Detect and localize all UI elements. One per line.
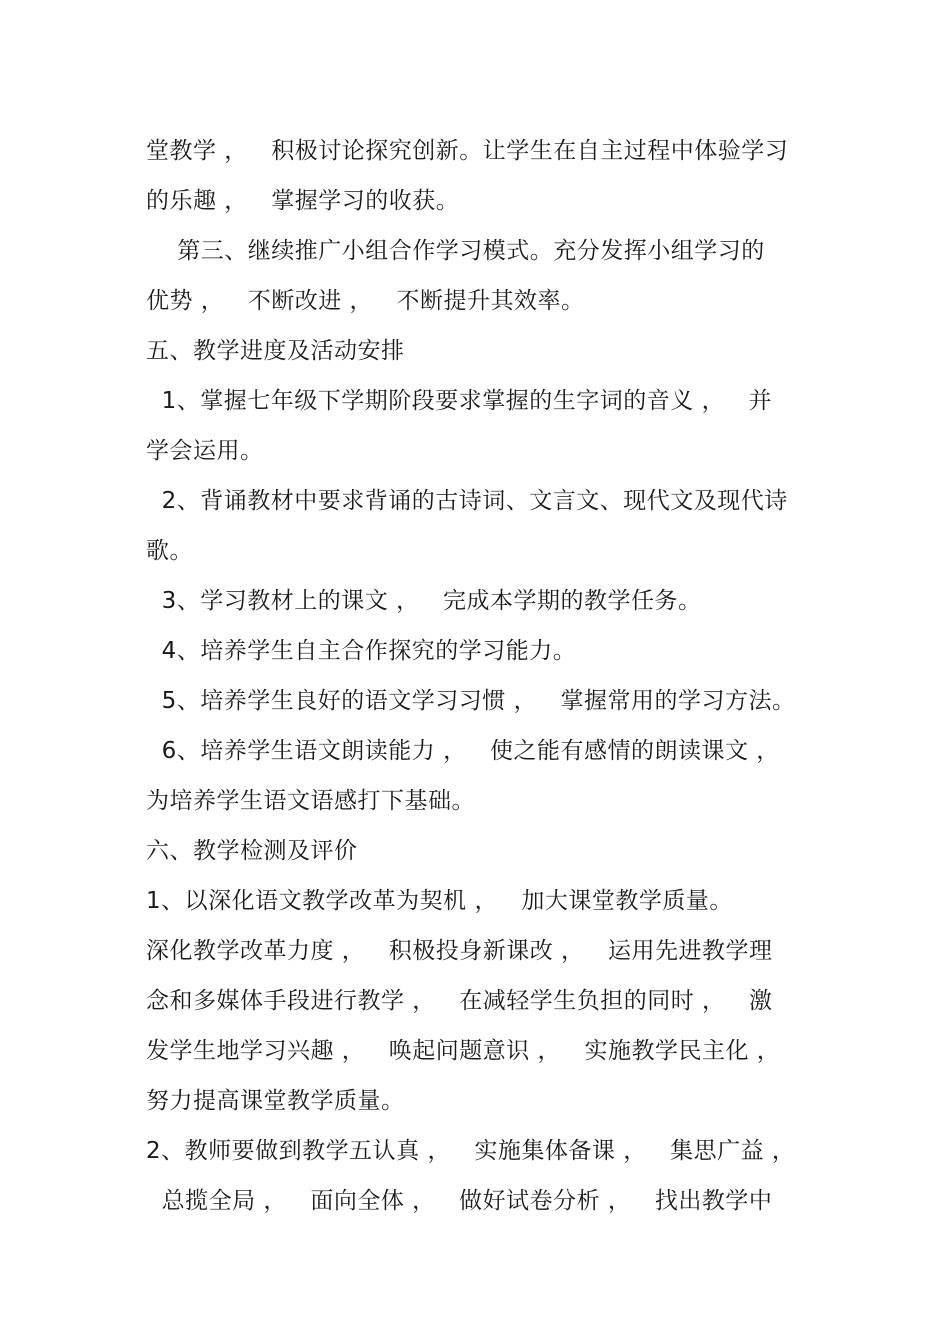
text-line: 总揽全局 ， 面向全体 ， 做好试卷分析 ， 找出教学中 (146, 1188, 773, 1214)
text-line: 学会运用。 (146, 438, 264, 464)
text-line: 2、教师要做到教学五认真 ， 实施集体备课 ， 集思广益 ， (146, 1138, 796, 1164)
text-line: 5、培养学生良好的语文学习习惯 ， 掌握常用的学习方法。 (146, 688, 796, 714)
text-line: 发学生地学习兴趣 ， 唤起问题意识 ， 实施教学民主化 ， (146, 1038, 781, 1064)
text-line: 堂教学 ， 积极讨论探究创新。让学生在自主过程中体验学习 (146, 138, 789, 164)
section-heading: 六、教学检测及评价 (146, 838, 358, 864)
section-heading: 五、教学进度及活动安排 (146, 338, 405, 364)
text-line: 4、培养学生自主合作探究的学习能力。 (146, 638, 577, 664)
text-line: 念和多媒体手段进行教学 ， 在减轻学生负担的同时 ， 激 (146, 988, 773, 1014)
text-line: 的乐趣 ， 掌握学习的收获。 (146, 188, 460, 214)
text-line: 努力提高课堂教学质量。 (146, 1088, 405, 1114)
text-line: 3、学习教材上的课文 ， 完成本学期的教学任务。 (146, 588, 702, 614)
text-line: 歌。 (146, 538, 193, 564)
text-line: 深化教学改革力度 ， 积极投身新课改 ， 运用先进教学理 (146, 938, 773, 964)
text-line: 优势 ， 不断改进 ， 不断提升其效率。 (146, 288, 585, 314)
text-line: 1、以深化语文教学改革为契机 ， 加大课堂教学质量。 (146, 888, 733, 914)
text-line: 为培养学生语文语感打下基础。 (146, 788, 475, 814)
text-line: 6、培养学生语文朗读能力 ， 使之能有感情的朗读课文 ， (146, 738, 780, 764)
text-line: 2、背诵教材中要求背诵的古诗词、文言文、现代文及现代诗 (146, 488, 788, 514)
text-line: 第三、继续推广小组合作学习模式。充分发挥小组学习的 (146, 238, 765, 264)
text-line: 1、掌握七年级下学期阶段要求掌握的生字词的音义 ， 并 (146, 388, 772, 414)
